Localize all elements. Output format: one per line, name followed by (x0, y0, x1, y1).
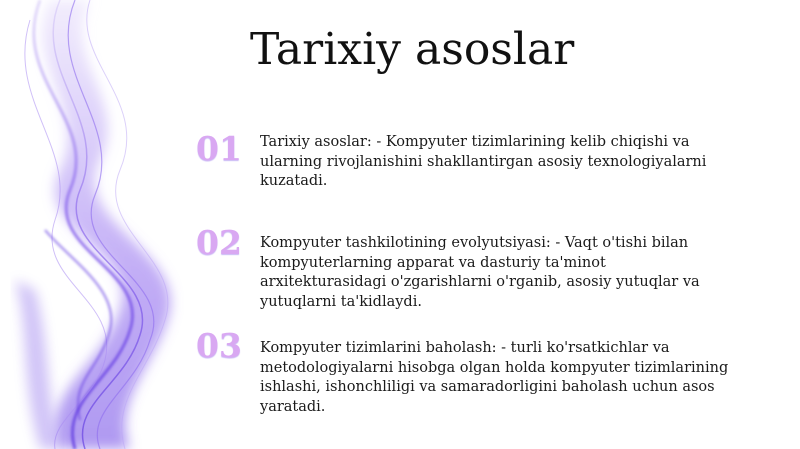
item-number: 03 (196, 326, 242, 365)
list-item-02 (196, 225, 756, 315)
item-text: Tarixiy asoslar: - Kompyuter tizimlarining kelib chiqishi va ularning rivojlanishini shakllantirgan asosiy texnologiyalarni kuzatadi. (260, 134, 707, 189)
list-item-01 (196, 131, 756, 201)
purple-smoke-swirl-icon (0, 0, 220, 449)
list-item-03 (196, 328, 756, 418)
page-title: Tarixiy asoslar (250, 24, 575, 75)
item-text: Kompyuter tizimlarini baholash: - turli ko'rsatkichlar va metodologiyalarni hisobga olgan holda kompyuter tizimlarining ishlashi, ishonchliligi va samaradorligini baholash uchun asos yaratadi. (260, 340, 729, 415)
item-number: 01 (196, 129, 242, 168)
item-number: 02 (196, 223, 242, 262)
item-text: Kompyuter tashkilotining evolyutsiyasi: - Vaqt o'tishi bilan kompyuterlarning apparat va dasturiy ta'minot arxitekturasidagi o'zgarishlarni o'rganib, asosiy yutuqlar va yutuqlarni ta'kidlaydi. (260, 235, 700, 310)
